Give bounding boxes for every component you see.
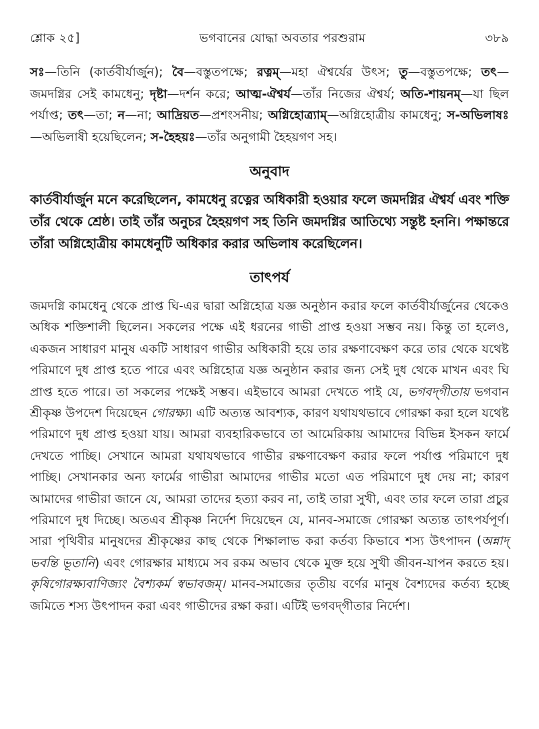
purport-segment: ভগবান শ্রীকৃষ্ণ উপদেশ দিয়েছেন (30, 384, 509, 421)
purport-segment: । এটি অত্যন্ত আবশ্যক, কারণ যথাযথভাবে গোরক্ষা করা হলে যথেষ্ট পরিমাণে দুধ প্রাপ্ত হওয়া যায়। আমরা ব্যবহারিকভাবে তা আমেরিকায় আমাদের বিভিন্ন ইসকন ফার্মে দেখতে পাচ্ছি। সেখানে আমরা যথাযথভাবে গাভীর রক্ষণাবেক্ষণ করার ফলে পর্যাপ্ত পরিমাণে দুধ পাচ্ছি। সেখানকার অন্য ফার্মের গাভীরা আমাদের গাভীর মতো এত পরিমাণে দুধ দেয় না; কারণ আমাদের গাভীরা জানে যে, আমরা তাদের হত্যা করব না, তাই তারা সুখী, এবং তার ফলে তারা প্রচুর পরিমাণে দুধ দিচ্ছে। অতএব শ্রীকৃষ্ণ নির্দেশ দিয়েছেন যে, মানব-সমাজে গোরক্ষা অত্যন্ত তাৎপর্যপূর্ণ। সারা পৃথিবীর মানুষদের শ্রীকৃষ্ণের কাছ থেকে শিক্ষালাভ করা কর্তব্য কিভাবে শস্য উৎপাদন ( (30, 406, 509, 549)
purport-italic-text: গোরক্ষ্য (151, 406, 188, 421)
synonym-word: রত্নম্ (256, 65, 280, 79)
synonym-meaning: মহা ঐশ্বর্যের উৎস (291, 65, 386, 79)
synonym-word: ন (117, 108, 125, 122)
purport-segment: ) এবং গোরক্ষার মাধ্যমে সব রকম অভাব থেকে মুক্ত হয়ে সুখী জীবন-যাপন করতে হয়। (94, 555, 509, 570)
synonym-meaning: না (137, 108, 148, 122)
purport-italic-text: ভগবদ্‌গীতায় (407, 384, 470, 399)
synonym-meaning: অগ্নিহোত্রীয় কামধেনু (339, 108, 438, 122)
word-synonyms: সঃ—তিনি (কার্তবীর্যার্জুন); বৈ—বস্তুতপক্ষে; রত্নম্—মহা ঐশ্বর্যের উৎস; তু—বস্তুতপক্ষে; তৎ—জমদগ্নির সেই কামধেনু; দৃষ্টা—দর্শন করে; আত্ম-ঐশ্বর্য—তাঁর নিজের ঐশ্বর্য; অতি-শায়নম্—যা ছিল পর্যাপ্ত; তৎ—তা; ন—না; আদ্রিয়ত—প্রশংসনীয়; অগ্নিহোত্র্যাম্—অগ্নিহোত্রীয় কামধেনু; স-অভিলাষঃ—অভিলাষী হয়েছিলেন; স-হৈহয়ঃ—তাঁর অনুগামী হৈহয়গণ সহ। (30, 65, 510, 144)
synonym-meaning: বস্তুতপক্ষে (420, 65, 468, 79)
purport-segment: মানব-সমাজের তৃতীয় বর্ণের মানুষ বৈশ্যদের কর্তব্য হচ্ছে জমিতে শস্য উৎপাদন করা এবং গাভীদের রক্ষা করা। এটিই ভগবদ্‌গীতার নির্দেশ। (30, 577, 509, 613)
synonym-word: আত্ম-ঐশ্বর্য (235, 86, 291, 101)
synonym-meaning: দর্শন করে (179, 86, 227, 101)
synonym-meaning: যা ছিল পর্যাপ্ত (30, 86, 510, 122)
synonym-meaning: বস্তুতপক্ষে (195, 65, 244, 79)
purport-heading: তাৎপর্য (249, 270, 290, 286)
purport-italic-text: কৃষিগোরক্ষ্যবাণিজ্যং বৈশ্যকর্ম স্বভাবজম্। (30, 577, 226, 592)
chapter-title: ভগবানের যোদ্ধা অবতার পরশুরাম (199, 31, 366, 45)
synonym-word: বৈ (172, 65, 184, 79)
synonym-meaning: তা (95, 108, 109, 122)
page-number: ৩৮৯ (485, 31, 509, 45)
synonym-word: তু (398, 65, 409, 79)
synonym-word: আদ্রিয়ত (157, 108, 200, 122)
synonym-meaning: তাঁর অনুগামী হৈহয়গণ সহ। (207, 129, 338, 144)
synonym-meaning: তিনি (কার্তবীর্যার্জুন) (56, 65, 159, 79)
synonym-word: স-অভিলাষঃ (446, 108, 510, 122)
synonym-meaning: তাঁর নিজের ঐশ্বর্য (302, 86, 391, 101)
synonym-word: অগ্নিহোত্র্যাম্ (268, 108, 327, 122)
synonym-word: অতি-শায়নম্ (400, 86, 461, 101)
purport-segment: জমদগ্নি কামধেনু থেকে প্রাপ্ত ঘি-এর দ্বারা অগ্নিহোত্র যজ্ঞ অনুষ্ঠান করার ফলে কার্তবীর্যার্জুনের থেকেও অধিক শক্তিশালী ছিলেন। সকলের পক্ষে এই ধরনের গাভী প্রাপ্ত হওয়া সম্ভব নয়। কিন্তু তা হলেও, একজন সাধারণ মানুষ একটি সাধারণ গাভীর অধিকারী হয়ে তার রক্ষণাবেক্ষণ করে তার থেকে যথেষ্ট পরিমাণে দুধ প্রাপ্ত হতে পারে এবং অগ্নিহোত্র যজ্ঞ অনুষ্ঠান করার জন্য সেই দুধ থেকে মাখন এবং ঘি প্রাপ্ত হতে পারে। তা সকলের পক্ষেই সম্ভব। এইভাবে আমরা দেখতে পাই যে, (30, 299, 509, 399)
synonym-meaning: জমদগ্নির সেই কামধেনু (30, 86, 141, 101)
verse-reference: শ্লোক ২৫] (30, 31, 80, 45)
synonym-word: তৎ (67, 108, 84, 122)
translation-text: কার্তবীর্যার্জুন মনে করেছিলেন, কামধেনু রত্নের অধিকারী হওয়ার ফলে জমদগ্নির ঐশ্বর্য এবং শক্তি তাঁর থেকে শ্রেষ্ঠ। তাই তাঁর অনুচর হৈহয়গণ সহ তিনি জমদগ্নির আতিথ্যে সন্তুষ্ট হননি। পক্ষান্তরে তাঁরা অগ্নিহোত্রীয় কামধেনুটি অধিকার করার অভিলাষ করেছিলেন। (30, 193, 509, 252)
purport-italic-text: অন্নাদ্ ভবন্তি ভূতানি (30, 534, 509, 570)
running-header (30, 30, 509, 50)
synonym-word: সঃ (30, 65, 45, 79)
synonym-meaning: প্রশংসনীয় (211, 108, 259, 122)
translation-heading: অনুবাদ (249, 164, 290, 180)
synonym-meaning: অভিলাষী হয়েছিলেন (42, 129, 143, 144)
synonym-word: তৎ (481, 65, 497, 79)
purport-text (30, 296, 509, 617)
synonym-word: স-হৈহয়ঃ (150, 129, 196, 144)
synonym-word: দৃষ্টা (149, 86, 168, 101)
